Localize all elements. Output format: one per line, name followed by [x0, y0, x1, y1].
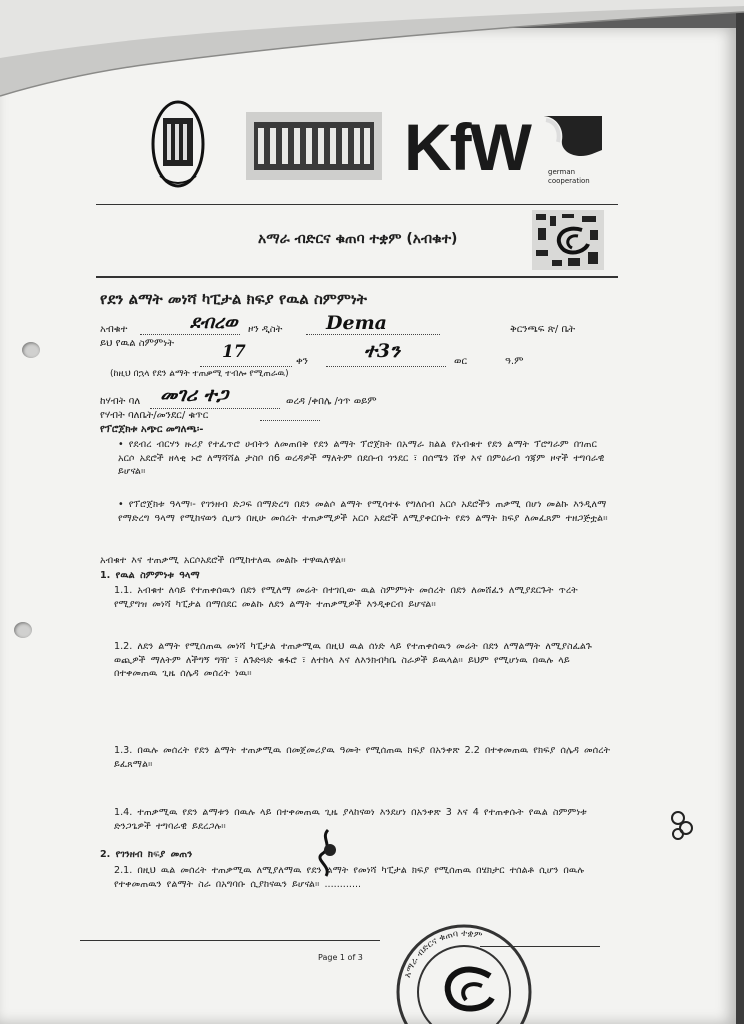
- field-label-zone: ዞን ዲስት: [248, 324, 283, 335]
- handwritten-zone: Dema: [326, 312, 387, 334]
- german-cooperation-logo: [536, 112, 606, 168]
- bullet-2-text: የፕሮጀክቱ ዓላማ፡- የገንዘብ ድጋፍ በማድረግ በደን መልሶ ልማት የሚሳተፉ የግለሰብ አርሶ አደሮችን ጠቃሚ በሆነ መልኩ እንዲለማ የማድረግ ዓላማ የሚከናወን ሲሆን በዚሁ መሰረት ተጠቃሚዎች አርሶ አደሮች ለሚያቀርቡት የደን ልማት ክፍያ ለመፈጸም ተዘጋጅቷል።: [118, 499, 608, 524]
- bullet-2: • የፕሮጀክቱ ዓላማ፡- የገንዘብ ድጋፍ በማድረግ በደን መልሶ ልማት የሚሳተፉ የግለሰብ አርሶ አደሮችን ጠቃሚ በሆነ መልኩ እንዲለማ የማድረግ ዓላማ የሚከናወን ሲሆን በዚሁ መሰረት ተጠቃሚዎች አርሶ አደሮች ለሚያቀርቡት የደን ልማት ክፍያ ለመፈጸም ተዘጋጅቷል።: [118, 499, 608, 524]
- field-line-month: [326, 366, 446, 367]
- bullet-1-text: የደብረ ብርሃን ዙሪያ የተፈጥሮ ሀብትን ለመጠበቅ የደን ልማት ፕሮጀክት በአማራ ክልል የአብቁተ የደን ልማት ፕሮግራም በገጠር አርሶ አደሮች ዘላቂ ኑሮ ለማሻሻል ታስቦ በ6 ወረዳዎች ማለትም በደቡብ ጎንደር ፣ በሰሜን ሸዋ እና በምዕራብ ጎጃም ዞኖች ተግባራዊ ይሆናል።: [118, 439, 605, 478]
- clause-1-4: 1.4. ተጠቃሚዉ የደን ልማቱን በዉሉ ላይ በተቀመጠዉ ጊዜ ያላከናወነ እንደሆነ በአንቀጽ 3 እና 4 የተጠቀሱት የዉል ስምምነቱ ድንጋጌዎች ተግባራዊ ይደረጋሉ።: [114, 807, 587, 832]
- org-stamp: [394, 918, 534, 1024]
- bullet-1: • የደብረ ብርሃን ዙሪያ የተፈጥሮ ሀብትን ለመጠበቅ የደን ልማት ፕሮጀክት በአማራ ክልል የአብቁተ የደን ልማት ፕሮግራም በገጠር አርሶ አደሮች ዘላቂ ኑሮ ለማሻሻል ታስቦ በ6 ወረዳዎች ማለትም በደቡብ ጎንደር ፣ በሰሜን ሸዋ እና በምዕራብ ጎጃም ዞኖች ተግባራዊ ይሆናል።: [118, 439, 605, 478]
- field-label-agreement: ይህ የዉል ስምምነት: [100, 338, 174, 349]
- building-icon: [246, 112, 382, 180]
- qr-seal-icon: [532, 210, 604, 270]
- handwritten-day: 17: [222, 342, 246, 362]
- ink-mark: [308, 828, 348, 878]
- partner-text-2: cooperation: [548, 177, 590, 185]
- clause-1-3: 1.3. በዉሉ መሰረት የደን ልማት ተጠቃሚዉ በመጀመሪያዉ ዓመት የሚሰጠዉ ክፍያ በአንቀጽ 2.2 በተቀመጠዉ የክፍያ ሰሌዳ መሰረት ይፈጸማል።: [114, 745, 611, 770]
- header-rule-top: [96, 204, 618, 205]
- handwritten-owner: መገሪ ተጋ: [160, 384, 229, 406]
- org-name: አማራ ብድርና ቁጠባ ተቋም (አብቁተ): [258, 231, 458, 247]
- emblem-icon: [150, 98, 206, 190]
- clause-1-1: 1.1. አብቁተ ለሳይ የተጠቀሰዉን በደን የሚለማ መሬት በተገቢው ዉል ስምምነት መሰረት በደን ለመሸፈን ለሚያደርጉት ጥረት የሚያግዝ መነሻ ካፒታል በማበደር መልኩ ለደን ልማት ተጠቃሚዎች እንዲቀርብ ይሆናል።: [114, 585, 578, 610]
- field-label-branch-office: ቅርንጫፍ ጽ/ ቤት: [510, 324, 576, 335]
- field-label-owner: ከሃብት ባለ: [100, 396, 141, 407]
- field-line-zone: [306, 334, 440, 335]
- header-rule-bottom: [96, 276, 618, 278]
- stamp-text: አማራ ብድርና ቁጠባ ተቋም: [402, 928, 484, 979]
- kfw-logo: KfW: [404, 110, 530, 184]
- section-2-heading: 2. የገንዘብ ክፍያ መጠን: [100, 849, 193, 860]
- field-label-day: ቀን: [296, 356, 308, 367]
- page-edge: [736, 0, 744, 1024]
- clause-2-1: 2.1. በዚህ ዉል መሰረት ተጠቃሚዉ ለሚያለማዉ የደን ልማት የመነሻ ካፒታል ክፍያ የሚሰጠዉ በሄክታር ተሰልቶ ሲሆን በዉሉ የተቀመጠዉን የልማት ስራ በአግባቡ ሲያከናዉን ይሆናል። ............: [114, 865, 585, 890]
- document-title: የደን ልማት መነሻ ካፒታል ክፍያ የዉል ስምምነት: [100, 290, 367, 308]
- field-label-kebele: ወረዳ /ቀበሌ /ጎጥ ወይም: [286, 396, 377, 407]
- handwritten-month: ተ3ን: [364, 340, 401, 362]
- signature-line-left: [80, 940, 380, 941]
- field-label-year: ዓ.ም: [505, 356, 524, 367]
- punch-hole-top: [22, 342, 40, 358]
- clause-1-2: 1.2. ለደን ልማት የሚሰጠዉ መነሻ ካፒታል ተጠቃሚዉ በዚህ ዉል ሰነድ ላይ የተጠቀሰዉን መሬት በደን ለማልማት ለሚያስፈልጉ ወጪዎች ማለትም ለችግኝ ግዥ ፣ ለጉድጓድ ቁፋሮ ፣ ለተከላ እና ለእንክብካቤ ስራዎች ይዉላል። ይህም የሚሆነዉ በዉሉ ላይ በተቀመጠዉ ጊዜ ሰሌዳ መሰረት ነዉ።: [114, 641, 592, 680]
- field-line-abcuate: [140, 334, 240, 335]
- partner-text-1: german: [548, 168, 576, 176]
- field-label-month: ወር: [454, 356, 467, 367]
- section-1-heading: 1. የዉል ስምምነቱ ዓላማ: [100, 570, 200, 581]
- field-line-village: [260, 420, 320, 421]
- intro-text: አብቁተ እና ተጠቃሚ አርሶአደሮች በሚከተለዉ መልኩ ተዋዉለዋል፡፡: [100, 555, 346, 566]
- margin-ink-mark: [668, 808, 696, 842]
- handwritten-branch: ደብረወ: [190, 312, 238, 333]
- page-number: Page 1 of 3: [318, 953, 363, 962]
- field-label-village: የሃብት ባለቤት/መንደር/ ቁጥር: [100, 410, 209, 421]
- field-note-beneficiary: (ከዚህ በኋላ የደን ልማት ተጠቃሚ ተብሎ የሚጠራዉ): [110, 369, 289, 379]
- field-line-day: [200, 366, 292, 367]
- field-label-abcuate: አብቁተ: [100, 324, 128, 335]
- project-summary-heading: የፕሮጀክቱ አጭር መግለጫ፡-: [100, 424, 204, 435]
- punch-hole-bottom: [14, 622, 32, 638]
